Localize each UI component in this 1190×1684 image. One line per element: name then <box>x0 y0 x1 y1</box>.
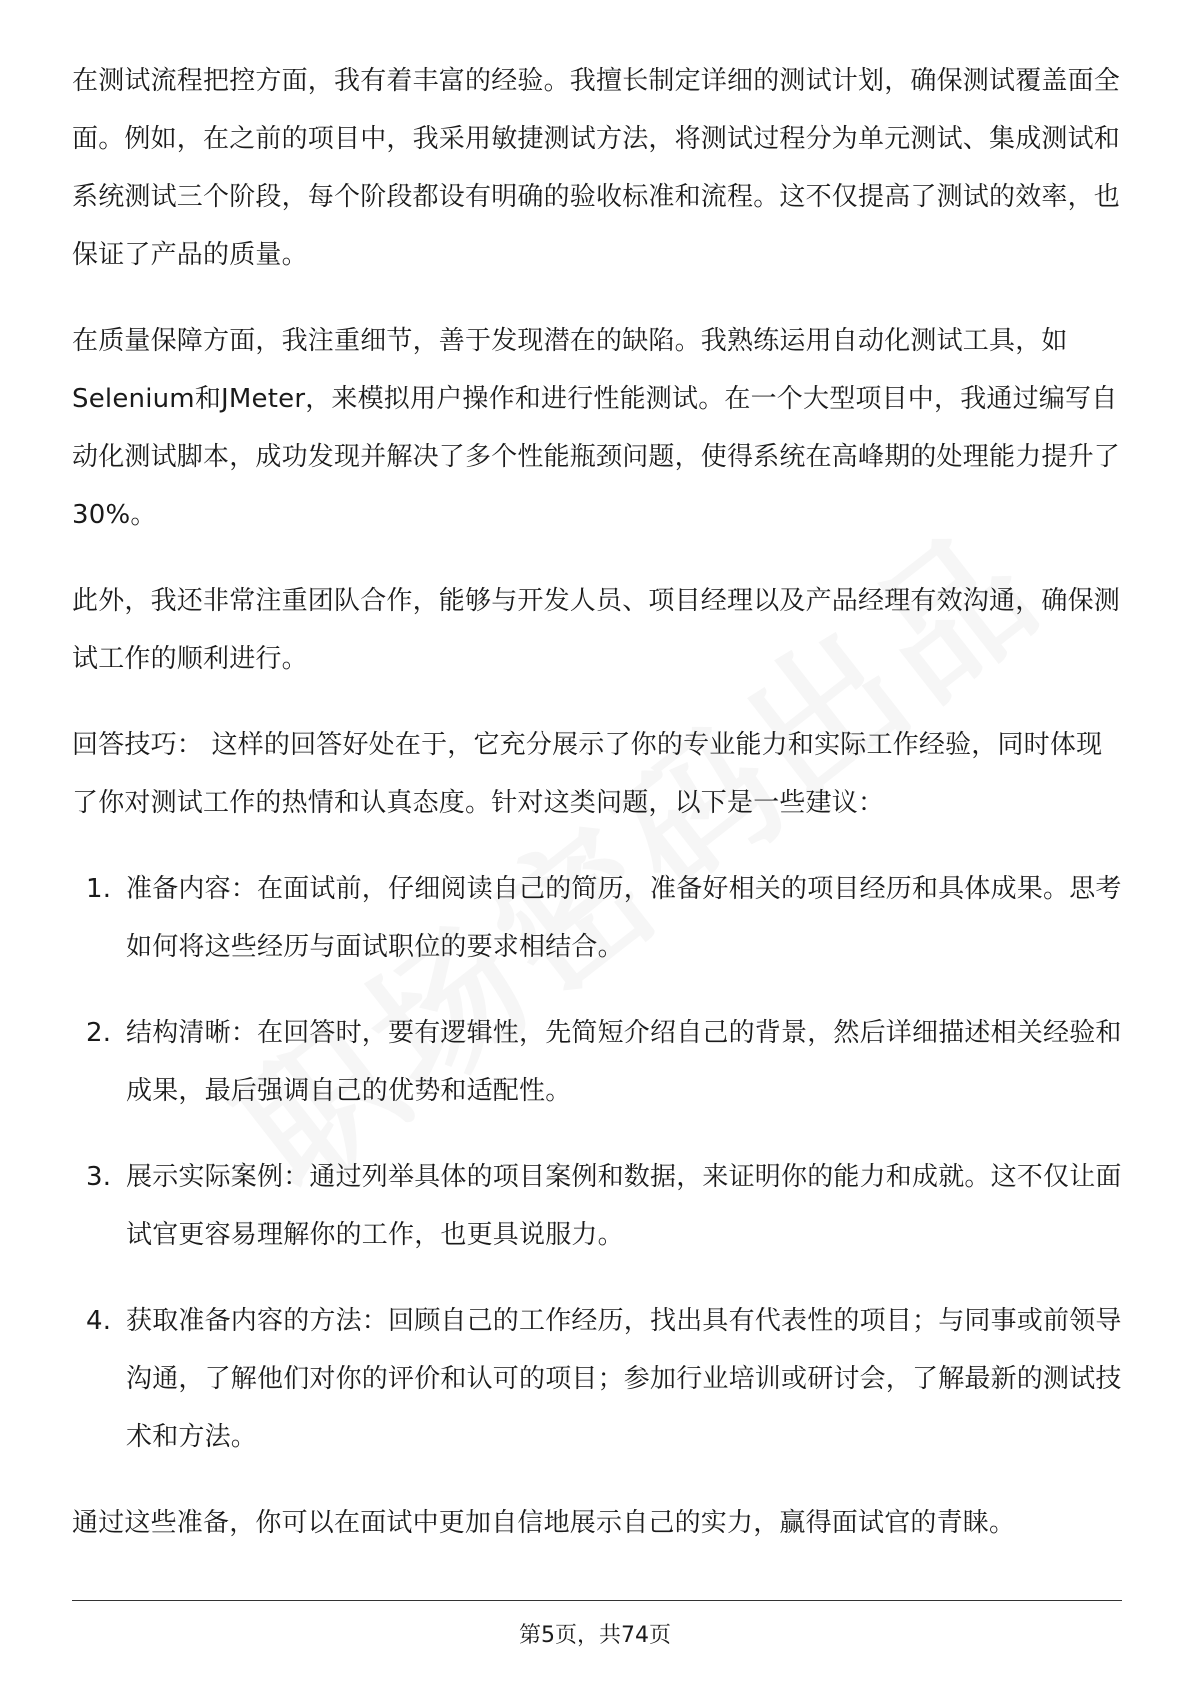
list-item-text: 展示实际案例：通过列举具体的项目案例和数据，来证明你的能力和成就。这不仅让面试官更容易理解你的工作，也更具说服力。 <box>126 1162 1122 1250</box>
list-number: 1. <box>86 874 112 904</box>
list-item <box>72 1292 1122 1466</box>
footer-divider <box>72 1600 1122 1601</box>
paragraph-answer-tips: 回答技巧： 这样的回答好处在于，它充分展示了你的专业能力和实际工作经验，同时体现了你对测试工作的热情和认真态度。针对这类问题，以下是一些建议： <box>72 730 1103 818</box>
list-item <box>72 860 1122 976</box>
list-number: 2. <box>86 1018 112 1048</box>
paragraph-closing: 通过这些准备，你可以在面试中更加自信地展示自己的实力，赢得面试官的青睐。 <box>72 1508 1016 1538</box>
paragraph-quality-assurance: 在质量保障方面，我注重细节，善于发现潜在的缺陷。我熟练运用自动化测试工具，如Selenium和JMeter，来模拟用户操作和进行性能测试。在一个大型项目中，我通过编写自动化测试脚本，成功发现并解决了多个性能瓶颈问题，使得系统在高峰期的处理能力提升了30%。 <box>72 326 1121 530</box>
list-item <box>72 1148 1122 1264</box>
paragraph-test-process: 在测试流程把控方面，我有着丰富的经验。我擅长制定详细的测试计划，确保测试覆盖面全面。例如，在之前的项目中，我采用敏捷测试方法，将测试过程分为单元测试、集成测试和系统测试三个阶段，每个阶段都设有明确的验收标准和流程。这不仅提高了测试的效率，也保证了产品的质量。 <box>72 66 1121 270</box>
document-body <box>72 52 1122 1580</box>
page-number: 第5页，共74页 <box>519 1623 671 1648</box>
list-item-text: 结构清晰：在回答时，要有逻辑性，先简短介绍自己的背景，然后详细描述相关经验和成果，最后强调自己的优势和适配性。 <box>126 1018 1122 1106</box>
list-item <box>72 1004 1122 1120</box>
list-number: 4. <box>86 1306 112 1336</box>
paragraph-teamwork: 此外，我还非常注重团队合作，能够与开发人员、项目经理以及产品经理有效沟通，确保测试工作的顺利进行。 <box>72 586 1121 674</box>
list-number: 3. <box>86 1162 112 1192</box>
suggestion-list <box>72 860 1122 1466</box>
list-item-text: 准备内容：在面试前，仔细阅读自己的简历，准备好相关的项目经历和具体成果。思考如何将这些经历与面试职位的要求相结合。 <box>126 874 1122 962</box>
list-item-text: 获取准备内容的方法：回顾自己的工作经历，找出具有代表性的项目；与同事或前领导沟通，了解他们对你的评价和认可的项目；参加行业培训或研讨会，了解最新的测试技术和方法。 <box>126 1306 1122 1452</box>
